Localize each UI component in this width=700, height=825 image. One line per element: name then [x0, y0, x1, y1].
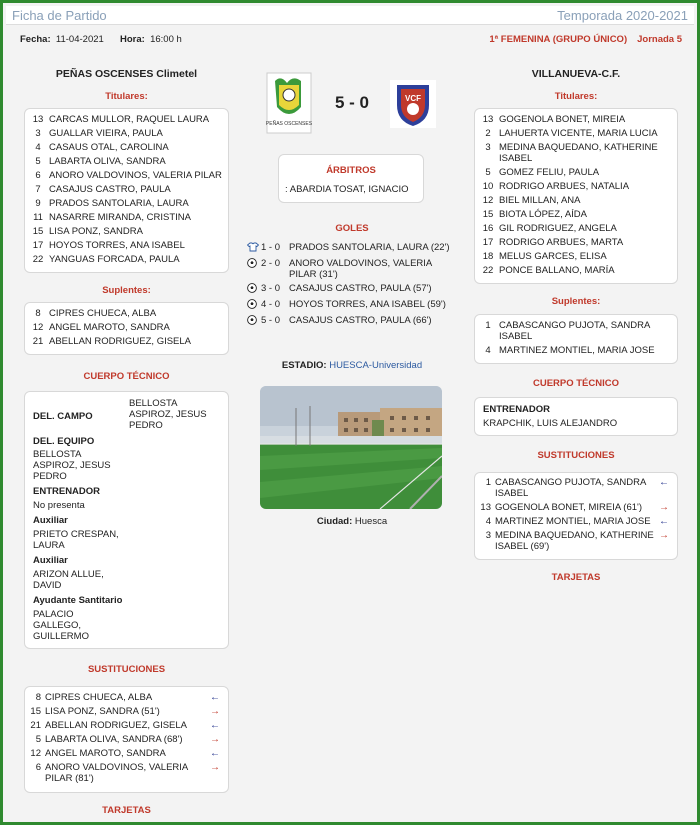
home-sub-row [27, 308, 228, 319]
away-team-column [474, 63, 678, 583]
player-number: 5 [35, 734, 41, 745]
substitution-row [475, 502, 671, 513]
stadium-link[interactable]: HUESCA-Universidad [329, 360, 423, 371]
player-number: 3 [485, 530, 491, 541]
substitution-row [475, 530, 671, 552]
goal-score: 4 - 0 [261, 299, 281, 310]
entrenador-value: No presenta [33, 500, 85, 511]
city-value: Huesca [354, 516, 388, 527]
goal-row [247, 258, 461, 280]
city-info [243, 516, 461, 527]
substitution-row [25, 692, 222, 703]
player-name: MEDINA BAQUEDANO, KATHERINE ISABEL (69') [495, 530, 654, 552]
player-number: 7 [35, 184, 41, 195]
away-starters-list [474, 108, 678, 284]
home-starter-row [27, 170, 228, 181]
player-number: 10 [482, 181, 494, 192]
player-number: 5 [485, 167, 491, 178]
player-number: 21 [30, 720, 41, 731]
player-number: 12 [482, 195, 494, 206]
player-number: 18 [482, 251, 494, 262]
match-date: Fecha: 11-04-2021 [20, 34, 104, 45]
away-starter-row [477, 167, 677, 178]
home-starter-row [27, 142, 228, 153]
home-crest [265, 71, 313, 135]
home-staff-card [24, 391, 229, 649]
player-name: ABELLAN RODRIGUEZ, GISELA [49, 336, 192, 347]
player-name: MELUS GARCES, ELISA [499, 251, 607, 262]
substitution-row [25, 720, 222, 731]
substitution-row [25, 748, 222, 759]
player-name: LISA PONZ, SANDRA (51') [45, 706, 160, 717]
soccer-ball-icon [247, 315, 261, 328]
svg-text:VCF: VCF [405, 94, 421, 103]
home-starter-row [27, 226, 228, 237]
home-sust-title: SUSTITUCIONES [87, 664, 166, 675]
away-cards-title: TARJETAS [551, 572, 601, 583]
away-starter-row [477, 142, 677, 164]
player-name: LISA PONZ, SANDRA [49, 226, 143, 237]
away-starter-row [477, 128, 677, 139]
substitution-row [25, 762, 222, 784]
player-number: 22 [482, 265, 494, 276]
soccer-ball-icon [247, 299, 261, 312]
stadium-label: ESTADIO: [281, 360, 327, 371]
player-number: 15 [482, 209, 494, 220]
home-team-column [24, 63, 229, 816]
home-subs-list [24, 302, 229, 355]
home-starter-row [27, 212, 228, 223]
goal-score: 3 - 0 [261, 283, 281, 294]
sanitario-label: Ayudante Santitario [33, 595, 123, 606]
player-number: 6 [35, 762, 41, 773]
player-number: 17 [32, 240, 44, 251]
away-starter-row [477, 237, 677, 248]
home-sub-row [27, 336, 228, 347]
home-sub-row [27, 322, 228, 333]
away-staff-title: CUERPO TÉCNICO [532, 378, 620, 389]
player-name: CASAJUS CASTRO, PAULA [49, 184, 171, 195]
shirt-icon [247, 242, 261, 255]
player-name: YANGUAS FORCADA, PAULA [49, 254, 180, 265]
player-name: ANORO VALDOVINOS, VALERIA PILAR [49, 170, 222, 181]
competition-info [489, 34, 682, 45]
goal-scorer: PRADOS SANTOLARIA, LAURA (22') [289, 242, 450, 253]
goal-row [247, 283, 461, 296]
away-staff-card [474, 397, 678, 436]
svg-text:PEÑAS OSCENSES: PEÑAS OSCENSES [265, 121, 313, 127]
page-title: Ficha de Partido [12, 8, 107, 23]
home-staff-title: CUERPO TÉCNICO [83, 371, 170, 382]
away-crest-icon [389, 79, 437, 129]
goal-scorer: CASAJUS CASTRO, PAULA (66') [289, 315, 432, 326]
home-subs-title: Suplentes: [102, 285, 151, 296]
season-title: Temporada 2020-2021 [557, 8, 688, 23]
player-number: 13 [480, 502, 491, 513]
auxiliar-value-2: ARIZON ALLUE, DAVID [33, 569, 104, 591]
soccer-ball-icon [247, 283, 261, 296]
away-crest [389, 79, 437, 129]
away-sub-row [477, 345, 677, 356]
player-name: MEDINA BAQUEDANO, KATHERINE ISABEL [499, 142, 658, 164]
player-number: 4 [485, 516, 491, 527]
soccer-ball-icon [247, 258, 261, 271]
goal-scorer: CASAJUS CASTRO, PAULA (57') [289, 283, 432, 294]
goal-score: 2 - 0 [261, 258, 281, 269]
player-number: 16 [482, 223, 494, 234]
player-name: HOYOS TORRES, ANA ISABEL [49, 240, 185, 251]
away-sust-title: SUSTITUCIONES [537, 450, 615, 461]
competition-name: 1ª FEMENINA (GRUPO ÚNICO) [489, 34, 628, 45]
player-name: ANGEL MAROTO, SANDRA [45, 748, 166, 759]
arrow-left-icon: ← [659, 516, 669, 527]
home-starters-title: Titulares: [105, 91, 148, 102]
auxiliar-label-1: Auxiliar [33, 515, 68, 526]
player-name: LABARTA OLIVA, SANDRA (68') [45, 734, 183, 745]
player-name: GIL RODRIGUEZ, ANGELA [499, 223, 617, 234]
away-sust-list [474, 472, 678, 560]
player-number: 12 [30, 748, 41, 759]
player-name: BIOTA LÓPEZ, AÍDA [499, 209, 587, 220]
match-center-column [243, 63, 461, 527]
goal-scorer: ANORO VALDOVINOS, VALERIA PILAR (31') [289, 258, 432, 280]
player-name: BIEL MILLAN, ANA [499, 195, 581, 206]
away-starter-row [477, 265, 677, 276]
player-number: 22 [32, 254, 44, 265]
away-subs-title: Suplentes: [551, 296, 601, 307]
match-info-bar [6, 27, 694, 51]
substitution-row [475, 516, 671, 527]
goals-title: GOLES [335, 223, 369, 234]
match-hour: Hora: 16:00 h [120, 34, 182, 45]
player-name: MARTINEZ MONTIEL, MARIA JOSE [499, 345, 655, 356]
away-starter-row [477, 195, 677, 206]
player-name: ABELLAN RODRIGUEZ, GISELA [45, 720, 188, 731]
player-number: 17 [482, 237, 494, 248]
home-starters-list [24, 108, 229, 273]
goal-row [247, 299, 461, 312]
city-label: Ciudad: [316, 516, 353, 527]
arrow-left-icon: ← [659, 477, 669, 488]
player-name: PRADOS SANTOLARIA, LAURA [49, 198, 189, 209]
arrow-right-icon: → [659, 530, 669, 541]
player-name: GOGENOLA BONET, MIREIA (61') [495, 502, 642, 513]
arrow-left-icon: ← [210, 720, 220, 731]
away-starter-row [477, 223, 677, 234]
away-sub-row [477, 320, 677, 342]
player-name: CASAUS OTAL, CAROLINA [49, 142, 169, 153]
referees-title: ÁRBITROS [326, 165, 376, 176]
player-number: 2 [485, 128, 491, 139]
home-starter-row [27, 156, 228, 167]
score-block [243, 63, 461, 138]
player-name: CABASCANGO PUJOTA, SANDRA ISABEL [499, 320, 650, 342]
auxiliar-label-2: Auxiliar [33, 555, 68, 566]
referees-card [278, 154, 424, 203]
home-starter-row [27, 184, 228, 195]
del-equipo-label: DEL. EQUIPO [33, 436, 95, 447]
del-campo-value: BELLOSTA ASPIROZ, JESUS PEDRO [129, 398, 207, 431]
away-subs-list [474, 314, 678, 364]
player-number: 11 [33, 212, 43, 223]
away-starter-row [477, 251, 677, 262]
player-name: GUALLAR VIEIRA, PAULA [49, 128, 163, 139]
player-number: 8 [35, 308, 41, 319]
arrow-right-icon: → [210, 706, 220, 717]
away-team-name: VILLANUEVA-C.F. [531, 68, 621, 80]
referee-name: : ABARDIA TOSAT, IGNACIO [285, 184, 409, 195]
home-starter-row [27, 198, 228, 209]
player-number: 15 [32, 226, 44, 237]
player-number: 15 [30, 706, 41, 717]
entrenador-label: ENTRENADOR [33, 486, 101, 497]
auxiliar-value-1: PRIETO CRESPAN, LAURA [33, 529, 119, 551]
player-name: LABARTA OLIVA, SANDRA [49, 156, 166, 167]
player-name: LAHUERTA VICENTE, MARIA LUCIA [499, 128, 658, 139]
player-name: CARCAS MULLOR, RAQUEL LAURA [49, 114, 210, 125]
player-number: 1 [485, 320, 491, 331]
player-number: 3 [35, 128, 41, 139]
home-starter-row [27, 128, 228, 139]
goal-scorer: HOYOS TORRES, ANA ISABEL (59') [289, 299, 446, 310]
goal-row [247, 242, 461, 255]
stadium-photo [260, 386, 442, 509]
away-entrenador-value: KRAPCHIK, LUIS ALEJANDRO [483, 418, 618, 429]
round-label: Jornada 5 [637, 34, 682, 45]
away-starter-row [477, 181, 677, 192]
player-name: GOGENOLA BONET, MIREIA [499, 114, 626, 125]
player-number: 12 [32, 322, 44, 333]
player-number: 13 [32, 114, 44, 125]
player-name: RODRIGO ARBUES, NATALIA [499, 181, 630, 192]
goal-score: 5 - 0 [261, 315, 281, 326]
del-campo-label: DEL. CAMPO [33, 411, 93, 422]
player-number: 3 [485, 142, 491, 153]
away-starter-row [477, 114, 677, 125]
home-starter-row [27, 114, 228, 125]
player-number: 5 [35, 156, 41, 167]
del-equipo-value: BELLOSTA ASPIROZ, JESUS PEDRO [33, 449, 111, 482]
player-name: ANGEL MAROTO, SANDRA [49, 322, 170, 333]
away-starter-row [477, 209, 677, 220]
substitution-row [25, 734, 222, 745]
arrow-left-icon: ← [210, 692, 220, 703]
player-number: 13 [482, 114, 494, 125]
player-name: NASARRE MIRANDA, CRISTINA [49, 212, 191, 223]
player-number: 21 [32, 336, 44, 347]
goal-row [247, 315, 461, 328]
home-crest-icon [265, 71, 313, 135]
home-sust-list [24, 686, 229, 793]
goals-list [243, 242, 461, 328]
home-team-name: PEÑAS OSCENSES Climetel [55, 68, 198, 80]
player-number: 4 [485, 345, 491, 356]
arrow-right-icon: → [210, 762, 220, 773]
home-cards-title: TARJETAS [102, 805, 151, 816]
player-name: CABASCANGO PUJOTA, SANDRA ISABEL [495, 477, 646, 499]
substitution-row [475, 477, 671, 499]
sanitario-value: PALACIO GALLEGO, GUILLERMO [33, 609, 89, 642]
stadium-info [243, 360, 461, 371]
player-name: CIPRES CHUECA, ALBA [49, 308, 157, 319]
player-name: ANORO VALDOVINOS, VALERIA PILAR (81') [45, 762, 188, 784]
arrow-left-icon: ← [210, 748, 220, 759]
away-entrenador-label: ENTRENADOR [483, 404, 551, 415]
player-name: PONCE BALLANO, MARÍA [499, 265, 615, 276]
goal-score: 1 - 0 [261, 242, 281, 253]
player-number: 9 [35, 198, 41, 209]
player-name: MARTINEZ MONTIEL, MARIA JOSE [495, 516, 651, 527]
player-name: GOMEZ FELIU, PAULA [499, 167, 600, 178]
away-starters-title: Titulares: [554, 91, 598, 102]
player-number: 1 [485, 477, 491, 488]
player-number: 8 [35, 692, 41, 703]
player-name: CIPRES CHUECA, ALBA [45, 692, 153, 703]
player-name: RODRIGO ARBUES, MARTA [499, 237, 624, 248]
substitution-row [25, 706, 222, 717]
home-starter-row [27, 240, 228, 251]
home-starter-row [27, 254, 228, 265]
player-number: 4 [35, 142, 41, 153]
arrow-right-icon: → [210, 734, 220, 745]
title-bar [6, 6, 694, 25]
arrow-right-icon: → [659, 502, 669, 513]
match-score: 5 - 0 [334, 93, 370, 112]
stadium-image [260, 386, 442, 509]
player-number: 6 [35, 170, 41, 181]
